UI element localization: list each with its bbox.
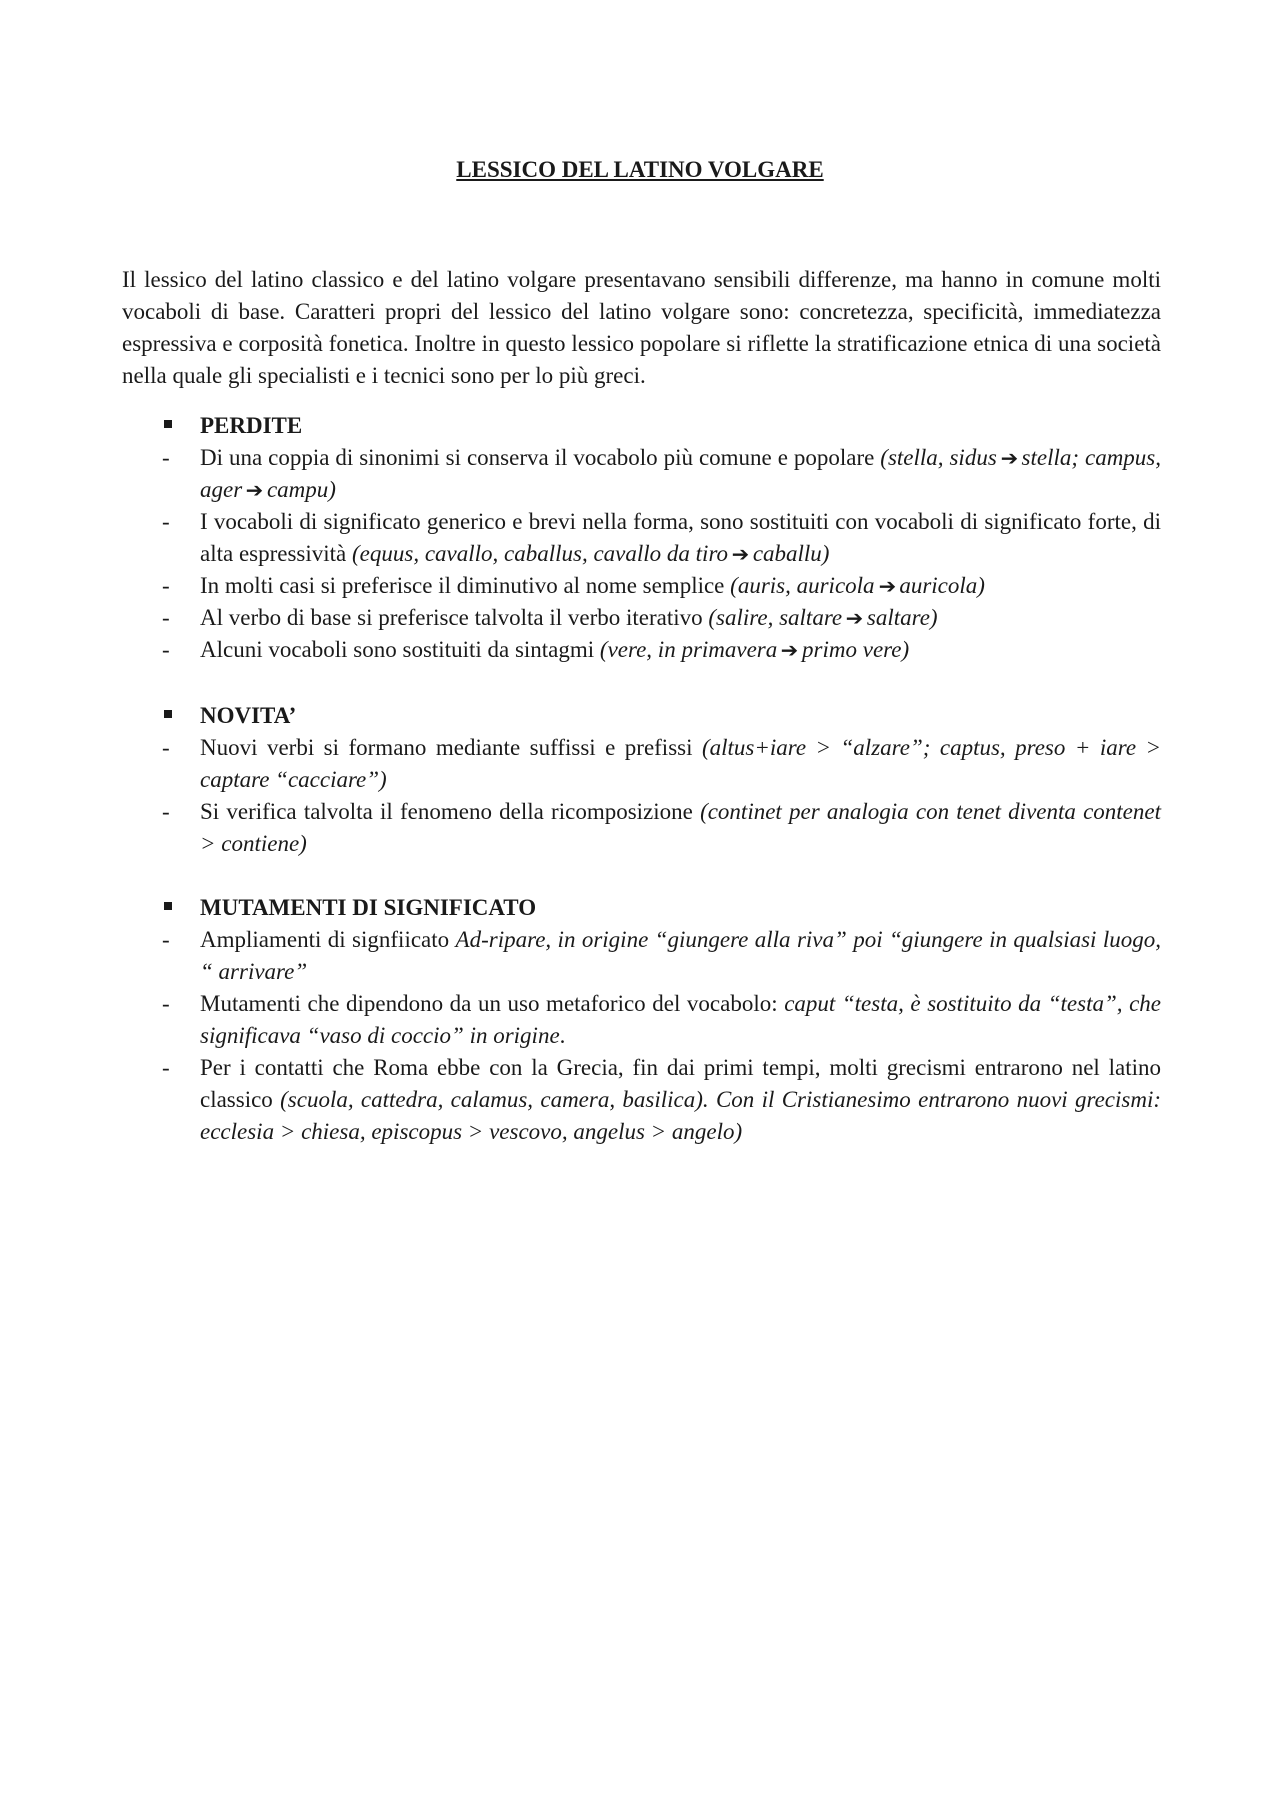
item-example: (vere, in primavera [599,637,778,662]
list-item [122,796,1161,860]
list-item [122,924,1161,988]
right-arrow-icon: ➔ [1000,446,1018,470]
section-mutamenti [122,892,1161,1148]
section-heading [122,892,1161,924]
list-item [122,988,1161,1052]
item-text: Di una coppia di sinonimi si conserva il vocabolo più comune e popolare [200,445,881,470]
right-arrow-icon: ➔ [245,478,264,502]
dash-bullet: - [162,509,170,534]
item-text: Mutamenti che dipendono da un uso metaforico del vocabolo: [200,991,785,1016]
item-example: (auris, auricola [730,573,875,598]
list-item [122,506,1161,570]
item-example: primo vere) [802,637,910,662]
dash-bullet: - [162,445,170,470]
dash-bullet: - [162,991,170,1016]
item-text: In molti casi si preferisce il diminutivo al nome semplice [200,573,731,598]
list-item [122,634,1161,666]
dash-bullet: - [162,1055,170,1080]
dash-bullet: - [162,799,170,824]
dash-bullet: - [162,605,170,630]
item-text: Nuovi verbi si formano mediante suffissi e prefissi [200,735,702,760]
dash-bullet: - [162,927,170,952]
item-text: Si verifica talvolta il fenomeno della ricomposizione [200,799,701,824]
item-example: (altus+iare > “alzare”; captus, preso + iare > captare “cacciare”) [200,735,1162,792]
item-example: caballu) [752,541,830,566]
list-item [122,442,1161,506]
right-arrow-icon: ➔ [780,638,799,662]
item-text-tail: . [559,1023,566,1048]
item-example: (scuola, cattedra, calamus, camera, basilica). Con il Cristianesimo entrarono nuovi grecismi: ecclesia > chiesa, episcopus > vescovo, angelus > angelo) [200,1087,1162,1144]
item-text: Ampliamenti di signfiicato [200,927,456,952]
square-bullet-icon [164,420,172,428]
item-example: caput “testa, è sostituito da “testa”, che significava “vaso di coccio” in origine [200,991,1161,1048]
section-heading [122,700,1161,732]
dash-bullet: - [162,573,170,598]
item-text: Al verbo di base si preferisce talvolta il verbo iterativo [200,605,709,630]
square-bullet-icon [164,902,172,910]
square-bullet-icon [164,710,172,718]
item-example: stella; campus, ager [200,445,1162,502]
section-heading [122,410,1161,442]
item-example: Ad-ripare, in origine “giungere alla riva” poi “giungere in qualsiasi luogo, “ arrivare” [200,927,1161,984]
intro-paragraph: Il lessico del latino classico e del latino volgare presentavano sensibili differenze, ma hanno in comune molti vocaboli di base. Caratteri propri del lessico del latino volgare sono: concretezza, specificità, immediatezza espressiva e corposità fonetica. Inoltre in questo lessico popolare si riflette la stratificazione etnica di una società nella quale gli specialisti e i tecnici sono per lo più greci. [122,267,1161,388]
list-item [122,732,1161,796]
item-example: (equus, cavallo, caballus, cavallo da tiro [352,541,729,566]
dash-bullet: - [162,735,170,760]
right-arrow-icon: ➔ [845,606,864,630]
section-perdite [122,410,1161,666]
list-item [122,1052,1161,1148]
item-example: campu) [266,477,336,502]
document-title: LESSICO DEL LATINO VOLGARE [456,157,824,182]
section-title: MUTAMENTI DI SIGNIFICATO [200,895,537,920]
section-title: NOVITA’ [200,703,297,728]
item-example: (continet per analogia con tenet diventa contenet > contiene) [200,799,1161,856]
right-arrow-icon: ➔ [731,542,750,566]
item-example: (salire, saltare [708,605,843,630]
item-text: I vocaboli di significato generico e brevi nella forma, sono sostituiti con vocaboli di significato forte, di alta espressività [200,509,1161,566]
section-novita [122,700,1161,860]
list-item [122,570,1161,602]
item-text: Alcuni vocaboli sono sostituiti da sintagmi [200,637,600,662]
item-example: (stella, sidus [880,445,997,470]
item-example: auricola) [899,573,985,598]
section-title: PERDITE [200,413,303,438]
right-arrow-icon: ➔ [878,574,896,598]
list-item [122,602,1161,634]
dash-bullet: - [162,637,170,662]
item-example: saltare) [866,605,938,630]
item-text: Per i contatti che Roma ebbe con la Grecia, fin dai primi tempi, molti grecismi entrarono nel latino classico [200,1055,1161,1112]
